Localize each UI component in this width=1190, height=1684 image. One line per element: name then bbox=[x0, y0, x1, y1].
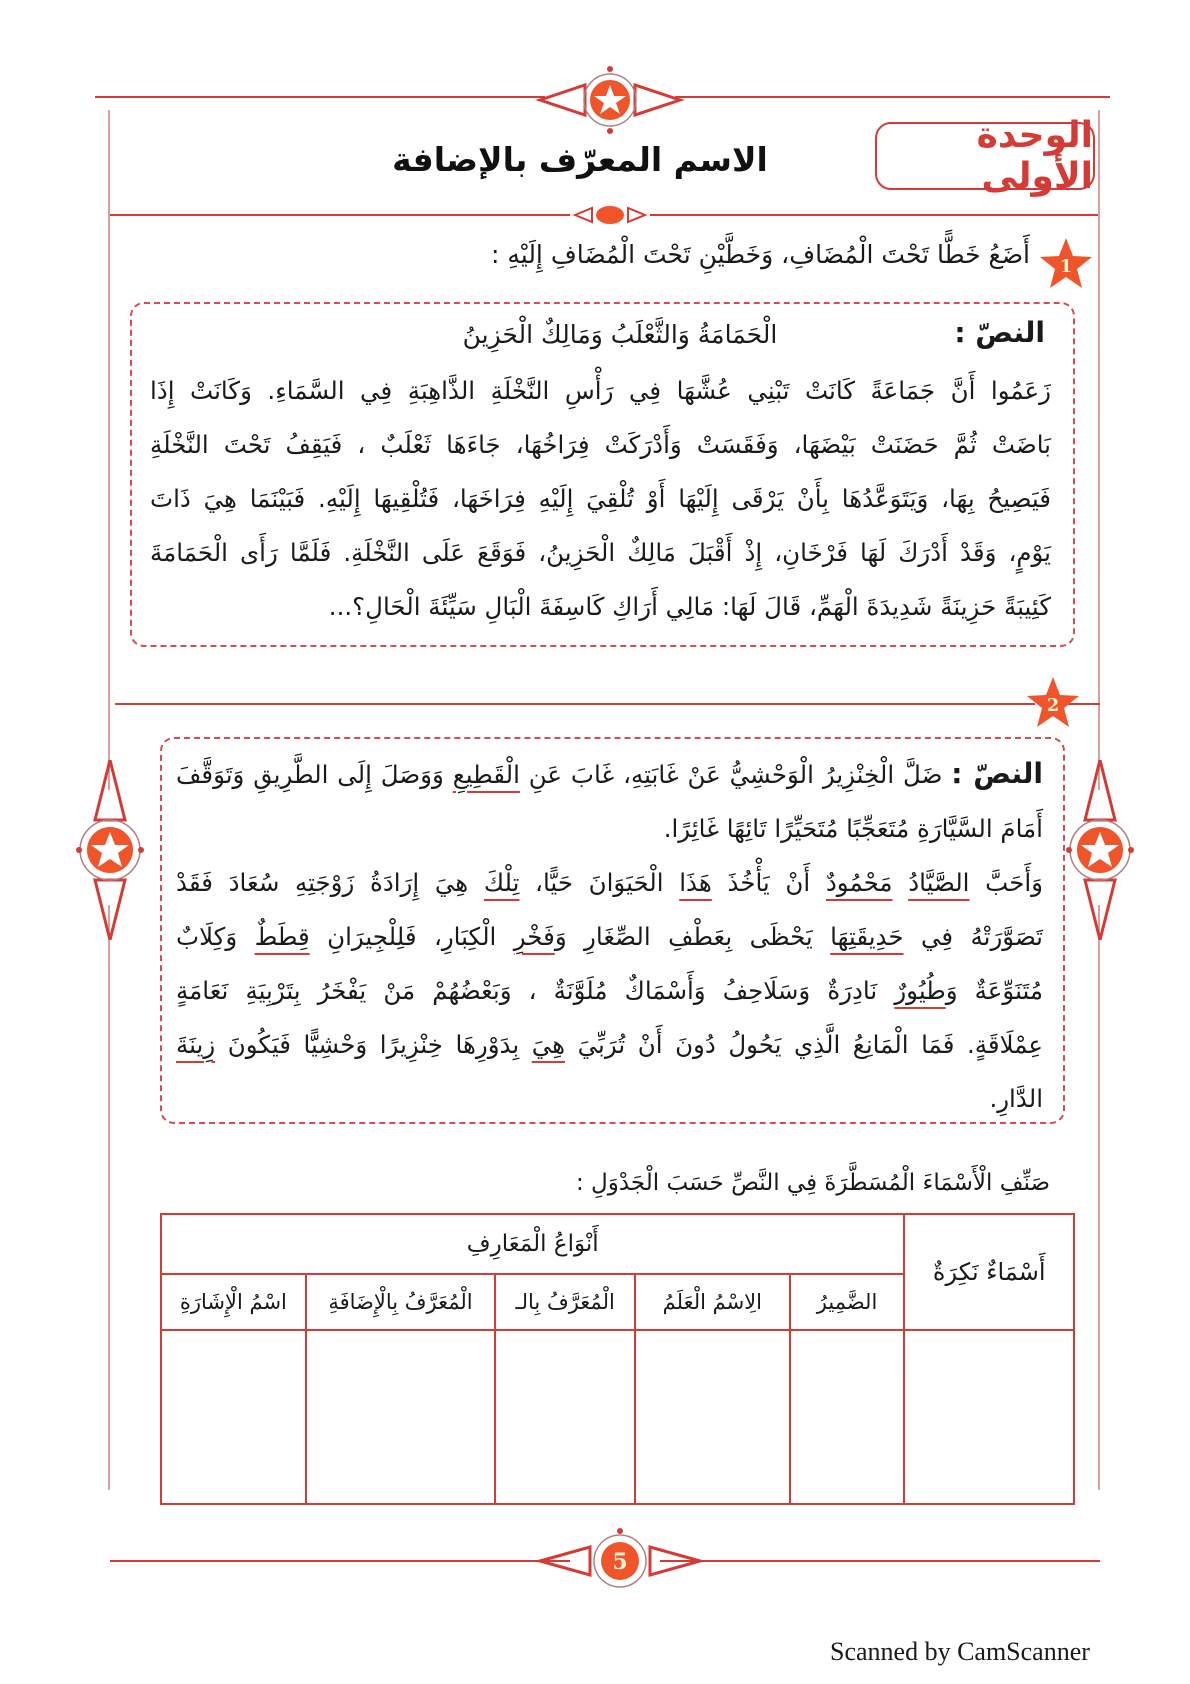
header-divider bbox=[650, 214, 1100, 216]
underlined-noun: هِيَ bbox=[531, 1030, 566, 1059]
frame-top-line bbox=[95, 96, 545, 98]
frame-top-line bbox=[675, 96, 1110, 98]
section-divider bbox=[115, 703, 1035, 705]
frame-left-line bbox=[108, 110, 110, 790]
text-segment: ضَلَّ الْخِنْزِيرُ الْوَحْشِيُّ عَنْ غَابَتِهِ، غَابَ عَنِ bbox=[519, 760, 952, 789]
underlined-noun: زِينَةَ bbox=[176, 1030, 216, 1059]
answer-cell-definite-annexation[interactable] bbox=[306, 1330, 496, 1504]
underlined-noun: قِطَطٌ bbox=[254, 922, 310, 951]
page-number-medallion bbox=[530, 1525, 710, 1595]
text-segment: أَمَامَ السَّيَّارَةِ مُتَعَجِّبًا مُتَحَيِّرًا تَائِهًا غَائِرًا. bbox=[663, 814, 1043, 843]
frame-right-line bbox=[1098, 110, 1100, 790]
underlined-noun: طُيُورٌ bbox=[894, 976, 946, 1005]
exercise-1-instruction: أَضَعُ خَطًّا تَحْتَ الْمُضَافِ، وَخَطَّيْنِ تَحْتَ الْمُضَافِ إِلَيْهِ : bbox=[491, 240, 1030, 269]
paragraph-line: زَعَمُوا أَنَّ جَمَاعَةً كَانَتْ تَبْنِي عُشَّهَا فِي رَأْسِ النَّخْلَةِ الذَّاهِبَةِ فِي السَّمَاءِ. وَكَانَتْ إِذَا bbox=[150, 376, 1051, 405]
right-medallion-icon bbox=[1065, 760, 1135, 940]
text-segment: بِدَوْرِهَا خِنْزِيرًا وَحْشِيًّا فَيَكُونَ bbox=[215, 1030, 532, 1059]
underlined-noun: تِلْكَ bbox=[483, 868, 520, 897]
paragraph-line bbox=[176, 856, 1043, 910]
story-title: الْحَمَامَةُ وَالثَّعْلَبُ وَمَالِكٌ الْحَزِينُ bbox=[462, 320, 778, 349]
underlined-noun: حَدِيقَتِهَا bbox=[830, 922, 904, 951]
exercise-1-text-label: النصّ : bbox=[954, 316, 1045, 349]
underlined-noun: هَذَا bbox=[679, 868, 712, 897]
text-segment: يَحْظَى بِعَطْفِ الصِّغَارِ وَ bbox=[554, 922, 831, 951]
answer-cell-pronoun[interactable] bbox=[790, 1330, 905, 1504]
paragraph-line: بَاضَتْ ثُمَّ حَضَنَتْ بَيْضَهَا، وَفَقَسَتْ وَأَدْرَكَتْ فِرَاخُهَا، جَاءَهَا ثَعْلَبٌ ، فَيَقِفُ تَحْتَ النَّخْلَةِ bbox=[150, 430, 1051, 459]
answer-cell-proper-noun[interactable] bbox=[635, 1330, 790, 1504]
answer-cell-demonstrative[interactable] bbox=[161, 1330, 306, 1504]
underlined-noun: الْقَطِيعِ bbox=[452, 760, 520, 789]
paragraph-line bbox=[176, 1018, 1043, 1072]
header-definite-types: أَنْوَاعُ الْمَعَارِفِ bbox=[161, 1214, 904, 1274]
header-definite-annexation: الْمُعَرَّفُ بِالْإِضَافَةِ bbox=[306, 1274, 496, 1330]
paragraph-line: فَيَصِيحُ بِهَا، وَيَتَوَعَّدُهَا بِأَنْ يَرْقَى إِلَيْهَا أَوْ تُلْقِيَ إِلَيْهِ فِرَاخَهَا، فَتُلْقِيهَا إِلَيْهِ. فَبَيْنَمَا هِيَ ذَاتَ bbox=[150, 484, 1051, 513]
frame-right-line bbox=[1098, 905, 1100, 1490]
header-divider bbox=[110, 214, 570, 216]
scanner-watermark: Scanned by CamScanner bbox=[830, 1637, 1090, 1666]
answer-cell-indefinite[interactable] bbox=[904, 1330, 1074, 1504]
page-number: 5 bbox=[612, 1549, 628, 1575]
classification-table bbox=[160, 1213, 1075, 1505]
text-segment: عِمْلَاقَةٍ. فَمَا الْمَانِعُ الَّذِي يَحُولُ دُونَ أَنْ تُرَبِّيَ bbox=[565, 1030, 1043, 1059]
text-segment: هِيَ إِرَادَةُ زَوْجَتِهِ سُعَادَ فَقَدْ bbox=[176, 868, 484, 897]
text-segment: الدَّارِ. bbox=[989, 1084, 1043, 1113]
underlined-noun: الصَّيَّادُ bbox=[908, 868, 970, 897]
header-proper-noun: الِاسْمُ الْعَلَمُ bbox=[635, 1274, 790, 1330]
exercise-1-star-icon bbox=[1038, 236, 1094, 292]
paragraph-line bbox=[176, 964, 1043, 1018]
header-pronoun: الضَّمِيرُ bbox=[790, 1274, 905, 1330]
text-segment: تَصَوَّرَتْهُ فِي bbox=[903, 922, 1044, 951]
text-segment: وَكِلَابٌ bbox=[176, 922, 255, 951]
exercise-1-paragraph bbox=[150, 364, 1051, 634]
text-segment: الْحَيَوَانَ حَيًّا، bbox=[519, 868, 680, 897]
page-title: الاسم المعرّف بالإضافة bbox=[392, 140, 768, 179]
header-definite-article: الْمُعَرَّفُ بِالـ bbox=[495, 1274, 635, 1330]
unit-badge bbox=[875, 115, 1095, 197]
star-medallion-icon bbox=[530, 65, 690, 135]
paragraph-line bbox=[176, 747, 1043, 802]
paragraph-line: يَوْمٍ، وَقَدْ أَدْرَكَ لَهَا فَرْخَانِ، إِذْ أَقْبَلَ مَالِكٌ الْحَزِينُ، فَوَقَعَ عَلَى النَّخْلَةِ. فَلَمَّا رَأَى الْحَمَامَةَ bbox=[150, 538, 1051, 567]
header-indefinite-nouns: أَسْمَاءٌ نَكِرَةٌ bbox=[904, 1214, 1074, 1330]
text-segment: الْكِبَارِ، فَلِلْجِيرَانِ bbox=[309, 922, 514, 951]
text-segment: نَادِرَةٌ وَسَلَاحِفُ وَأَسْمَاكٌ مُلَوَّنَةٌ ، وَبَعْضُهُمْ مَنْ يَفْخَرُ بِتَرْبِيَةِ نَعَامَةٍ bbox=[176, 976, 895, 1005]
frame-left-line bbox=[108, 905, 110, 1490]
text-segment bbox=[893, 868, 909, 897]
exercise-2-paragraph bbox=[176, 747, 1043, 1126]
text-segment: وَأَحَبَّ bbox=[969, 868, 1043, 897]
answer-cell-definite-article[interactable] bbox=[495, 1330, 635, 1504]
exercise-2-text-box bbox=[160, 737, 1065, 1124]
unit-label: الوحدة الأولى bbox=[976, 115, 1093, 197]
exercise-2-text-label: النصّ : bbox=[951, 757, 1043, 790]
paragraph-line bbox=[176, 910, 1043, 964]
exercise-1-number: 1 bbox=[1059, 256, 1073, 277]
exercise-1-text-box bbox=[130, 302, 1075, 647]
text-segment: مُتَنَوِّعَةٌ وَ bbox=[945, 976, 1043, 1005]
text-segment: وَوَصَلَ إِلَى الطَّرِيقِ وَتَوَقَّفَ bbox=[176, 760, 453, 789]
frame-bottom-line bbox=[110, 1560, 570, 1562]
text-segment: أَنْ يَأْخُذَ bbox=[711, 868, 826, 897]
paragraph-line bbox=[176, 1072, 1043, 1126]
paragraph-line: كَئِيبَةً حَزِينَةً شَدِيدَةَ الْهَمِّ، قَالَ لَهَا: مَالِي أَرَاكِ كَاسِفَةَ الْبَالِ سَيِّئَةَ الْحَالِ؟... bbox=[328, 592, 1051, 621]
header-demonstrative: اسْمُ الْإِشَارَةِ bbox=[161, 1274, 306, 1330]
frame-bottom-line bbox=[660, 1560, 1100, 1562]
exercise-2-instruction: صَنِّفِ الْأَسْمَاءَ الْمُسَطَّرَةَ فِي النَّصِّ حَسَبَ الْجَدْوَلِ : bbox=[575, 1170, 1050, 1196]
exercise-2-number: 2 bbox=[1046, 695, 1060, 716]
exercise-2-star-icon bbox=[1025, 675, 1081, 731]
underlined-noun: فَخْرِ bbox=[513, 922, 555, 951]
left-medallion-icon bbox=[75, 760, 145, 940]
underlined-noun: مَحْمُودٌ bbox=[825, 868, 893, 897]
paragraph-line bbox=[176, 802, 1043, 856]
header-ornament-icon bbox=[570, 202, 650, 228]
